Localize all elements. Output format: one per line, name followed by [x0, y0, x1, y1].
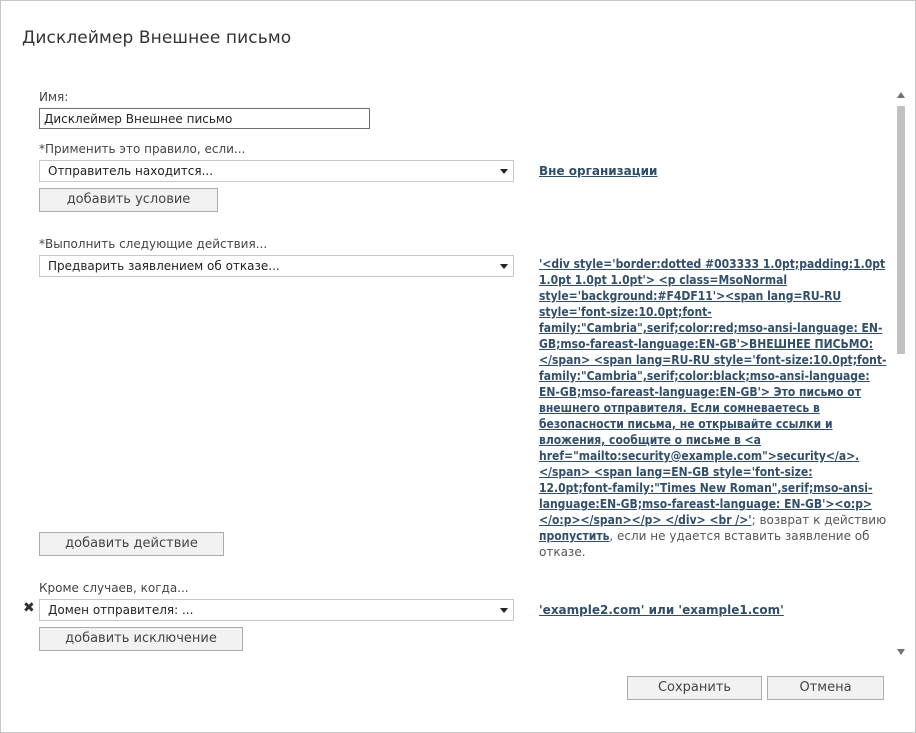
- condition-label: *Применить это правило, если...: [39, 142, 246, 156]
- chevron-down-icon: [500, 608, 508, 613]
- fallback-action-link[interactable]: пропустить: [539, 529, 610, 543]
- condition-select[interactable]: [39, 160, 514, 182]
- condition-value-link[interactable]: Вне организации: [539, 164, 658, 178]
- chevron-down-icon: [500, 169, 508, 174]
- action-value: [539, 256, 887, 560]
- add-exception-button[interactable]: добавить исключение: [39, 627, 243, 651]
- save-button[interactable]: Сохранить: [627, 676, 762, 700]
- fallback-suffix: , если не удается вставить заявление об отказе.: [539, 529, 870, 559]
- action-select-value: Предварить заявлением об отказе...: [48, 259, 280, 273]
- exception-label: Кроме случаев, когда...: [39, 581, 189, 595]
- chevron-down-icon: [500, 264, 508, 269]
- disclaimer-text-link[interactable]: '<div style='border:dotted #003333 1.0pt;padding:1.0pt 1.0pt 1.0pt 1.0pt'> <p class=MsoNormal style='background:#F4DF11'><span lang=RU-RU style='font-size:10.0pt;font-family:"Cambria",serif;color:red;mso-ansi-language: EN-GB;mso-fareast-language:EN-GB'>ВНЕШНЕЕ ПИСЬМО:</span> <span lang=RU-RU style='font-size:10.0pt;font-family:"Cambria",serif;color:black;mso-ansi-language: EN-GB;mso-fareast-language:EN-GB'> Это письмо от внешнего отправителя. Если сомневаетесь в безопасности письма, не открывайте ссылки и вложения, сообщите о письме в <a href="mailto:security@example.com">security</a>.</span> <span lang=EN-GB style='font-size: 12.0pt;font-family:"Times New Roman",serif;mso-ansi-language:EN-GB;mso-fareast-language: EN-GB'><o:p></o:p></span></p> </div> <br />': [539, 257, 887, 527]
- exception-select-value: Домен отправителя: ...: [48, 603, 194, 617]
- name-label: Имя:: [39, 90, 69, 104]
- vertical-scrollbar[interactable]: [895, 89, 907, 657]
- action-label: *Выполнить следующие действия...: [39, 237, 268, 251]
- scroll-thumb[interactable]: [897, 106, 905, 354]
- fallback-prefix: ; возврат к действию: [751, 513, 887, 527]
- add-action-button[interactable]: добавить действие: [39, 532, 224, 556]
- scroll-up-icon[interactable]: [897, 92, 905, 98]
- cancel-button[interactable]: Отмена: [767, 676, 884, 700]
- name-input[interactable]: [39, 108, 370, 129]
- dialog-title: Дисклеймер Внешнее письмо: [22, 28, 292, 48]
- exception-value-link[interactable]: 'example2.com' или 'example1.com': [539, 603, 784, 617]
- action-select[interactable]: [39, 255, 514, 277]
- condition-select-value: Отправитель находится...: [48, 164, 214, 178]
- scroll-down-icon[interactable]: [897, 649, 905, 655]
- close-icon[interactable]: ✖: [23, 600, 35, 616]
- add-condition-button[interactable]: добавить условие: [39, 188, 218, 212]
- exception-select[interactable]: [39, 599, 514, 621]
